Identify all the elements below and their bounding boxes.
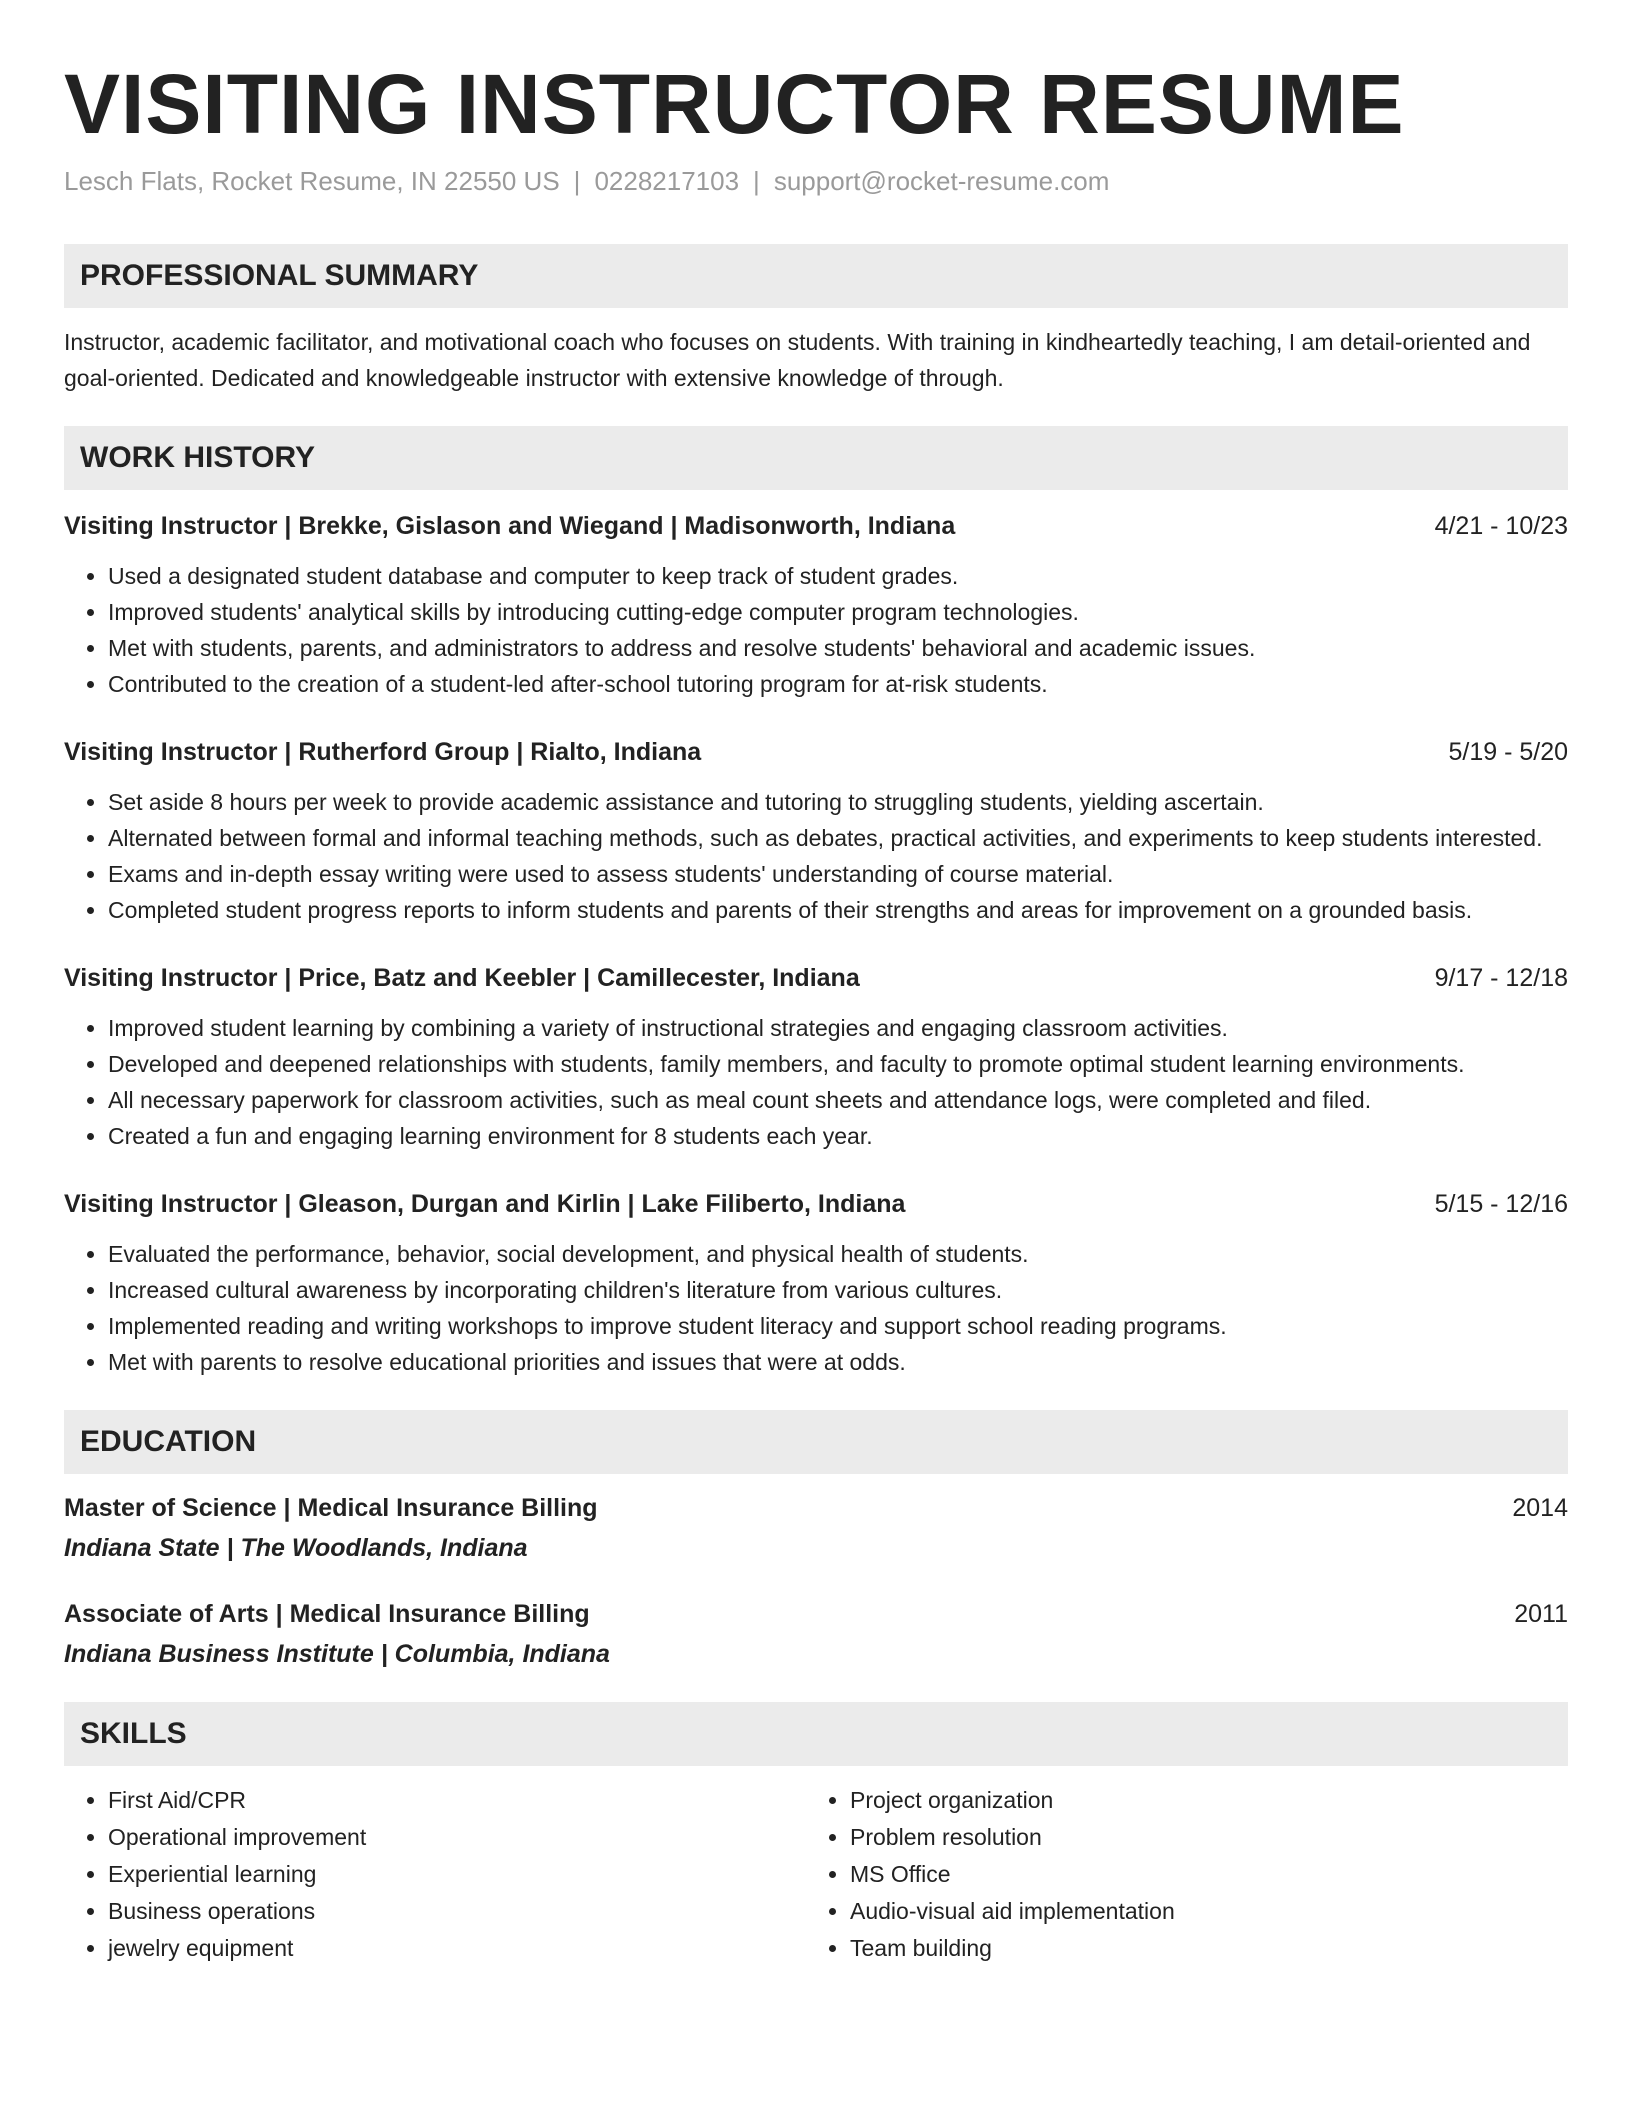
job-title: Visiting Instructor | Price, Batz and Keebler | Camillecester, Indiana <box>64 964 860 992</box>
section-heading-skills: SKILLS <box>64 1702 1568 1766</box>
contact-separator: | <box>573 166 581 196</box>
job-dates: 5/15 - 12/16 <box>1434 1190 1568 1218</box>
job-entry <box>64 1186 1568 1380</box>
education-year: 2014 <box>1512 1494 1568 1522</box>
job-dates: 5/19 - 5/20 <box>1448 738 1568 766</box>
job-bullets <box>64 1236 1568 1380</box>
job-bullet: • Improved students' analytical skills by introducing cutting-edge computer program technologies. <box>108 594 1568 630</box>
skills-list <box>64 1782 1568 1967</box>
job-entry <box>64 734 1568 928</box>
education-school: Indiana State | The Woodlands, Indiana <box>64 1534 528 1562</box>
job-bullet: • Improved student learning by combining a variety of instructional strategies and engaging classroom activities. <box>108 1010 1568 1046</box>
education-degree: Associate of Arts | Medical Insurance Billing <box>64 1600 590 1628</box>
education-degree: Master of Science | Medical Insurance Billing <box>64 1494 598 1522</box>
contact-line <box>64 164 1568 198</box>
section-heading-work: WORK HISTORY <box>64 426 1568 490</box>
work-history-list <box>64 508 1568 1380</box>
job-bullet: • Increased cultural awareness by incorporating children's literature from various cultures. <box>108 1272 1568 1308</box>
job-bullet: • Met with students, parents, and administrators to address and resolve students' behavioral and academic issues. <box>108 630 1568 666</box>
job-bullets <box>64 1010 1568 1154</box>
job-bullets <box>64 784 1568 928</box>
skill-item: • Experiential learning <box>108 1856 806 1893</box>
skill-item: • Problem resolution <box>850 1819 1548 1856</box>
skill-item: • jewelry equipment <box>108 1930 806 1967</box>
skill-item: • Audio-visual aid implementation <box>850 1893 1548 1930</box>
skill-item: • Team building <box>850 1930 1548 1967</box>
job-bullet: • Developed and deepened relationships with students, family members, and faculty to promote optimal student learning environments. <box>108 1046 1568 1082</box>
education-entry <box>64 1490 1568 1566</box>
job-dates: 9/17 - 12/18 <box>1434 964 1568 992</box>
skill-item: • MS Office <box>850 1856 1548 1893</box>
job-bullet: • Created a fun and engaging learning environment for 8 students each year. <box>108 1118 1568 1154</box>
job-bullet: • Implemented reading and writing workshops to improve student literacy and support school reading programs. <box>108 1308 1568 1344</box>
job-entry <box>64 960 1568 1154</box>
job-bullet: • Used a designated student database and computer to keep track of student grades. <box>108 558 1568 594</box>
job-bullet: • Evaluated the performance, behavior, social development, and physical health of students. <box>108 1236 1568 1272</box>
skill-item: • First Aid/CPR <box>108 1782 806 1819</box>
education-entry <box>64 1596 1568 1672</box>
job-dates: 4/21 - 10/23 <box>1434 512 1568 540</box>
contact-phone: 0228217103 <box>594 166 740 196</box>
education-year: 2011 <box>1514 1600 1568 1628</box>
job-bullet: • Met with parents to resolve educational priorities and issues that were at odds. <box>108 1344 1568 1380</box>
job-bullets <box>64 558 1568 702</box>
section-heading-summary: PROFESSIONAL SUMMARY <box>64 244 1568 308</box>
skill-item: • Project organization <box>850 1782 1548 1819</box>
job-bullet: • Contributed to the creation of a student-led after-school tutoring program for at-risk students. <box>108 666 1568 702</box>
job-title: Visiting Instructor | Rutherford Group | Rialto, Indiana <box>64 738 702 766</box>
skill-item: • Business operations <box>108 1893 806 1930</box>
job-bullet: • Completed student progress reports to inform students and parents of their strengths and areas for improvement on a grounded basis. <box>108 892 1568 928</box>
job-bullet: • All necessary paperwork for classroom activities, such as meal count sheets and attendance logs, were completed and filed. <box>108 1082 1568 1118</box>
job-bullet: • Set aside 8 hours per week to provide academic assistance and tutoring to struggling students, yielding ascertain. <box>108 784 1568 820</box>
resume-title: VISITING INSTRUCTOR RESUME <box>64 57 1405 151</box>
section-heading-education: EDUCATION <box>64 1410 1568 1474</box>
job-title: Visiting Instructor | Gleason, Durgan and Kirlin | Lake Filiberto, Indiana <box>64 1190 906 1218</box>
skills-column-right <box>806 1782 1548 1967</box>
job-title: Visiting Instructor | Brekke, Gislason and Wiegand | Madisonworth, Indiana <box>64 512 956 540</box>
job-bullet: • Exams and in-depth essay writing were used to assess students' understanding of course material. <box>108 856 1568 892</box>
skills-column-left <box>64 1782 806 1967</box>
skill-item: • Operational improvement <box>108 1819 806 1856</box>
contact-separator: | <box>753 166 760 196</box>
job-entry <box>64 508 1568 702</box>
job-bullet: • Alternated between formal and informal teaching methods, such as debates, practical activities, and experiments to keep students interested. <box>108 820 1568 856</box>
contact-address: Lesch Flats, Rocket Resume, IN 22550 US <box>64 166 560 196</box>
contact-email: support@rocket-resume.com <box>773 166 1110 196</box>
summary-text: Instructor, academic facilitator, and motivational coach who focuses on students. With training in kindheartedly teaching, I am detail-oriented and goal-oriented. Dedicated and knowledgeable instructor with extensive knowledge of through. <box>64 329 1531 391</box>
education-school: Indiana Business Institute | Columbia, Indiana <box>64 1640 610 1668</box>
